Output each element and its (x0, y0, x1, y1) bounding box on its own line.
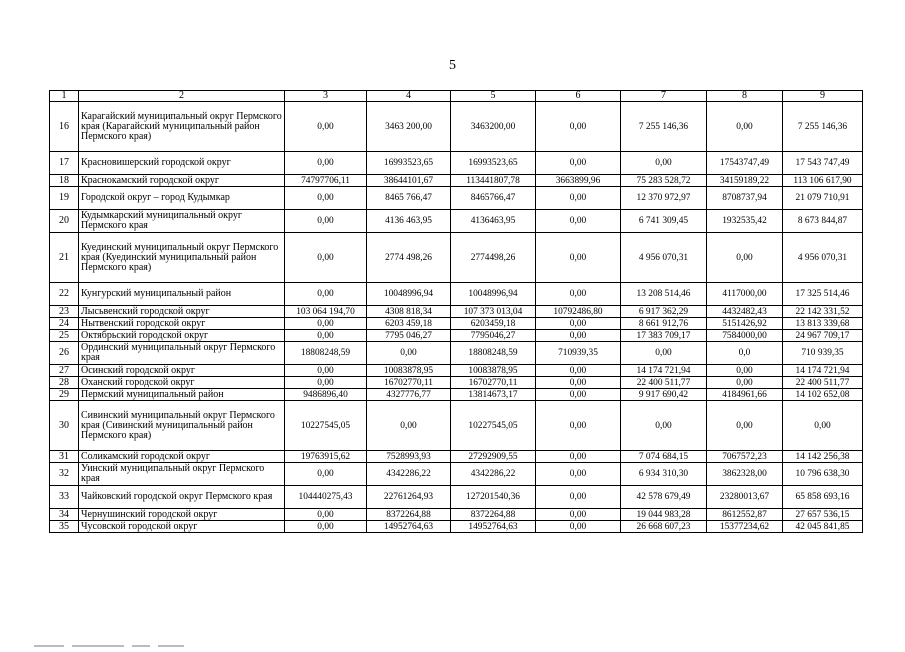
municipality-name-cell: Чернушинский городской округ (79, 509, 285, 521)
value-cell: 16993523,65 (367, 152, 451, 175)
value-cell: 0,0 (707, 342, 783, 365)
value-cell: 8465 766,47 (367, 187, 451, 210)
value-cell: 0,00 (536, 377, 621, 389)
value-cell: 710 939,35 (783, 342, 863, 365)
value-cell: 7528993,93 (367, 451, 451, 463)
column-header: 1 (50, 91, 79, 102)
value-cell: 10792486,80 (536, 306, 621, 318)
value-cell: 10083878,95 (451, 365, 536, 377)
column-header: 2 (79, 91, 285, 102)
value-cell: 0,00 (367, 401, 451, 451)
value-cell: 0,00 (707, 365, 783, 377)
value-cell: 0,00 (536, 463, 621, 486)
value-cell: 113 106 617,90 (783, 175, 863, 187)
data-table (49, 90, 863, 533)
municipality-name-cell: Ординский муниципальный округ Пермского края (79, 342, 285, 365)
value-cell: 17543747,49 (707, 152, 783, 175)
municipality-name-cell: Уинский муниципальный округ Пермского края (79, 463, 285, 486)
value-cell: 0,00 (707, 377, 783, 389)
value-cell: 14 102 652,08 (783, 389, 863, 401)
value-cell: 0,00 (536, 152, 621, 175)
value-cell: 13 208 514,46 (621, 283, 707, 306)
value-cell: 4342286,22 (451, 463, 536, 486)
value-cell: 0,00 (536, 365, 621, 377)
value-cell: 6 917 362,29 (621, 306, 707, 318)
value-cell: 23280013,67 (707, 486, 783, 509)
value-cell: 2774 498,26 (367, 233, 451, 283)
value-cell: 4136463,95 (451, 210, 536, 233)
value-cell: 4308 818,34 (367, 306, 451, 318)
value-cell: 14 174 721,94 (783, 365, 863, 377)
value-cell: 10048996,94 (367, 283, 451, 306)
table-row (50, 152, 863, 175)
value-cell: 18808248,59 (285, 342, 367, 365)
value-cell: 104440275,43 (285, 486, 367, 509)
value-cell: 0,00 (536, 330, 621, 342)
value-cell: 0,00 (621, 342, 707, 365)
value-cell: 8 661 912,76 (621, 318, 707, 330)
value-cell: 710939,35 (536, 342, 621, 365)
table-row (50, 521, 863, 533)
column-header: 7 (621, 91, 707, 102)
value-cell: 0,00 (536, 210, 621, 233)
municipality-name-cell: Октябрьский городской округ (79, 330, 285, 342)
value-cell: 65 858 693,16 (783, 486, 863, 509)
value-cell: 10048996,94 (451, 283, 536, 306)
municipality-name-cell: Куединский муниципальный округ Пермского края (Куединский муниципальный район Пермского края) (79, 233, 285, 283)
value-cell: 0,00 (285, 463, 367, 486)
value-cell: 0,00 (783, 401, 863, 451)
value-cell: 9486896,40 (285, 389, 367, 401)
value-cell: 4117000,00 (707, 283, 783, 306)
table-row (50, 451, 863, 463)
value-cell: 0,00 (285, 521, 367, 533)
table-row (50, 389, 863, 401)
row-number-cell: 24 (50, 318, 79, 330)
value-cell: 5151426,92 (707, 318, 783, 330)
row-number-cell: 29 (50, 389, 79, 401)
municipality-name-cell: Пермский муниципальный район (79, 389, 285, 401)
value-cell: 3862328,00 (707, 463, 783, 486)
row-number-cell: 25 (50, 330, 79, 342)
table-row (50, 306, 863, 318)
table-row (50, 509, 863, 521)
value-cell: 0,00 (536, 521, 621, 533)
value-cell: 1932535,42 (707, 210, 783, 233)
value-cell: 0,00 (536, 102, 621, 152)
row-number-cell: 22 (50, 283, 79, 306)
value-cell: 6203459,18 (451, 318, 536, 330)
value-cell: 6203 459,18 (367, 318, 451, 330)
value-cell: 8465766,47 (451, 187, 536, 210)
value-cell: 21 079 710,91 (783, 187, 863, 210)
value-cell: 22 142 331,52 (783, 306, 863, 318)
value-cell: 17 383 709,17 (621, 330, 707, 342)
municipality-name-cell: Чусовской городской округ (79, 521, 285, 533)
value-cell: 17 325 514,46 (783, 283, 863, 306)
table-row (50, 330, 863, 342)
value-cell: 4327776,77 (367, 389, 451, 401)
value-cell: 18808248,59 (451, 342, 536, 365)
value-cell: 74797706,11 (285, 175, 367, 187)
value-cell: 0,00 (285, 365, 367, 377)
table-row (50, 365, 863, 377)
value-cell: 16702770,11 (451, 377, 536, 389)
value-cell: 14 142 256,38 (783, 451, 863, 463)
value-cell: 10227545,05 (451, 401, 536, 451)
value-cell: 8372264,88 (367, 509, 451, 521)
value-cell: 0,00 (285, 377, 367, 389)
value-cell: 10 796 638,30 (783, 463, 863, 486)
value-cell: 7 255 146,36 (783, 102, 863, 152)
value-cell: 0,00 (285, 330, 367, 342)
value-cell: 0,00 (285, 283, 367, 306)
table-row (50, 377, 863, 389)
header-row (50, 91, 863, 102)
value-cell: 0,00 (367, 342, 451, 365)
value-cell: 22 400 511,77 (783, 377, 863, 389)
scan-artifact-marks (34, 634, 254, 637)
row-number-cell: 16 (50, 102, 79, 152)
table-row (50, 401, 863, 451)
value-cell: 0,00 (536, 389, 621, 401)
value-cell: 7067572,23 (707, 451, 783, 463)
municipality-name-cell: Городской округ – город Кудымкар (79, 187, 285, 210)
value-cell: 4136 463,95 (367, 210, 451, 233)
row-number-cell: 28 (50, 377, 79, 389)
value-cell: 4342286,22 (367, 463, 451, 486)
value-cell: 14952764,63 (367, 521, 451, 533)
value-cell: 0,00 (285, 102, 367, 152)
municipality-name-cell: Карагайский муниципальный округ Пермского края (Карагайский муниципальный район Пермского края) (79, 102, 285, 152)
value-cell: 0,00 (285, 509, 367, 521)
table-row (50, 318, 863, 330)
value-cell: 8708737,94 (707, 187, 783, 210)
value-cell: 4 956 070,31 (783, 233, 863, 283)
column-header: 6 (536, 91, 621, 102)
value-cell: 107 373 013,04 (451, 306, 536, 318)
value-cell: 75 283 528,72 (621, 175, 707, 187)
value-cell: 0,00 (536, 486, 621, 509)
value-cell: 14952764,63 (451, 521, 536, 533)
municipality-name-cell: Кудымкарский муниципальный округ Пермского края (79, 210, 285, 233)
value-cell: 16702770,11 (367, 377, 451, 389)
row-number-cell: 33 (50, 486, 79, 509)
value-cell: 3463200,00 (451, 102, 536, 152)
value-cell: 13 813 339,68 (783, 318, 863, 330)
value-cell: 4 956 070,31 (621, 233, 707, 283)
value-cell: 14 174 721,94 (621, 365, 707, 377)
column-header: 4 (367, 91, 451, 102)
page-number: 5 (449, 58, 456, 73)
value-cell: 19763915,62 (285, 451, 367, 463)
value-cell: 0,00 (707, 102, 783, 152)
row-number-cell: 20 (50, 210, 79, 233)
table-row (50, 486, 863, 509)
value-cell: 38644101,67 (367, 175, 451, 187)
value-cell: 127201540,36 (451, 486, 536, 509)
value-cell: 4432482,43 (707, 306, 783, 318)
value-cell: 7795046,27 (451, 330, 536, 342)
value-cell: 0,00 (285, 210, 367, 233)
column-header: 5 (451, 91, 536, 102)
value-cell: 22 400 511,77 (621, 377, 707, 389)
table-row (50, 210, 863, 233)
value-cell: 42 578 679,49 (621, 486, 707, 509)
row-number-cell: 17 (50, 152, 79, 175)
value-cell: 6 934 310,30 (621, 463, 707, 486)
municipality-name-cell: Оханский городской округ (79, 377, 285, 389)
value-cell: 0,00 (536, 401, 621, 451)
municipality-name-cell: Чайковский городской округ Пермского края (79, 486, 285, 509)
row-number-cell: 19 (50, 187, 79, 210)
value-cell: 26 668 607,23 (621, 521, 707, 533)
value-cell: 27292909,55 (451, 451, 536, 463)
value-cell: 3663899,96 (536, 175, 621, 187)
municipality-name-cell: Соликамский городской округ (79, 451, 285, 463)
table-row (50, 102, 863, 152)
value-cell: 113441807,78 (451, 175, 536, 187)
value-cell: 24 967 709,17 (783, 330, 863, 342)
row-number-cell: 30 (50, 401, 79, 451)
municipality-name-cell: Красновишерский городской округ (79, 152, 285, 175)
municipality-name-cell: Кунгурский муниципальный район (79, 283, 285, 306)
value-cell: 0,00 (285, 187, 367, 210)
row-number-cell: 18 (50, 175, 79, 187)
row-number-cell: 21 (50, 233, 79, 283)
value-cell: 8372264,88 (451, 509, 536, 521)
table-row (50, 283, 863, 306)
table-row (50, 233, 863, 283)
value-cell: 0,00 (285, 233, 367, 283)
row-number-cell: 31 (50, 451, 79, 463)
table-row (50, 187, 863, 210)
value-cell: 0,00 (536, 451, 621, 463)
value-cell: 0,00 (536, 233, 621, 283)
value-cell: 4184961,66 (707, 389, 783, 401)
value-cell: 0,00 (707, 401, 783, 451)
column-header: 9 (783, 91, 863, 102)
value-cell: 16993523,65 (451, 152, 536, 175)
value-cell: 0,00 (621, 152, 707, 175)
column-header: 3 (285, 91, 367, 102)
value-cell: 10227545,05 (285, 401, 367, 451)
row-number-cell: 34 (50, 509, 79, 521)
value-cell: 7584000,00 (707, 330, 783, 342)
value-cell: 8 673 844,87 (783, 210, 863, 233)
value-cell: 42 045 841,85 (783, 521, 863, 533)
table-row (50, 342, 863, 365)
value-cell: 0,00 (285, 318, 367, 330)
value-cell: 7795 046,27 (367, 330, 451, 342)
value-cell: 12 370 972,97 (621, 187, 707, 210)
value-cell: 17 543 747,49 (783, 152, 863, 175)
row-number-cell: 23 (50, 306, 79, 318)
table-row (50, 463, 863, 486)
value-cell: 15377234,62 (707, 521, 783, 533)
value-cell: 0,00 (536, 187, 621, 210)
value-cell: 7 074 684,15 (621, 451, 707, 463)
row-number-cell: 26 (50, 342, 79, 365)
column-header: 8 (707, 91, 783, 102)
value-cell: 3463 200,00 (367, 102, 451, 152)
table-row (50, 175, 863, 187)
value-cell: 2774498,26 (451, 233, 536, 283)
value-cell: 27 657 536,15 (783, 509, 863, 521)
value-cell: 34159189,22 (707, 175, 783, 187)
municipality-name-cell: Краснокамский городской округ (79, 175, 285, 187)
value-cell: 0,00 (285, 152, 367, 175)
value-cell: 22761264,93 (367, 486, 451, 509)
municipality-name-cell: Осинский городской округ (79, 365, 285, 377)
value-cell: 103 064 194,70 (285, 306, 367, 318)
value-cell: 0,00 (536, 318, 621, 330)
value-cell: 13814673,17 (451, 389, 536, 401)
value-cell: 8612552,87 (707, 509, 783, 521)
municipality-name-cell: Нытвенский городской округ (79, 318, 285, 330)
value-cell: 0,00 (621, 401, 707, 451)
row-number-cell: 35 (50, 521, 79, 533)
value-cell: 7 255 146,36 (621, 102, 707, 152)
value-cell: 0,00 (536, 283, 621, 306)
value-cell: 9 917 690,42 (621, 389, 707, 401)
value-cell: 0,00 (707, 233, 783, 283)
value-cell: 0,00 (536, 509, 621, 521)
value-cell: 19 044 983,28 (621, 509, 707, 521)
value-cell: 10083878,95 (367, 365, 451, 377)
row-number-cell: 32 (50, 463, 79, 486)
municipality-name-cell: Сивинский муниципальный округ Пермского края (Сивинский муниципальный район Пермского края) (79, 401, 285, 451)
value-cell: 6 741 309,45 (621, 210, 707, 233)
row-number-cell: 27 (50, 365, 79, 377)
municipality-name-cell: Лысьвенский городской округ (79, 306, 285, 318)
